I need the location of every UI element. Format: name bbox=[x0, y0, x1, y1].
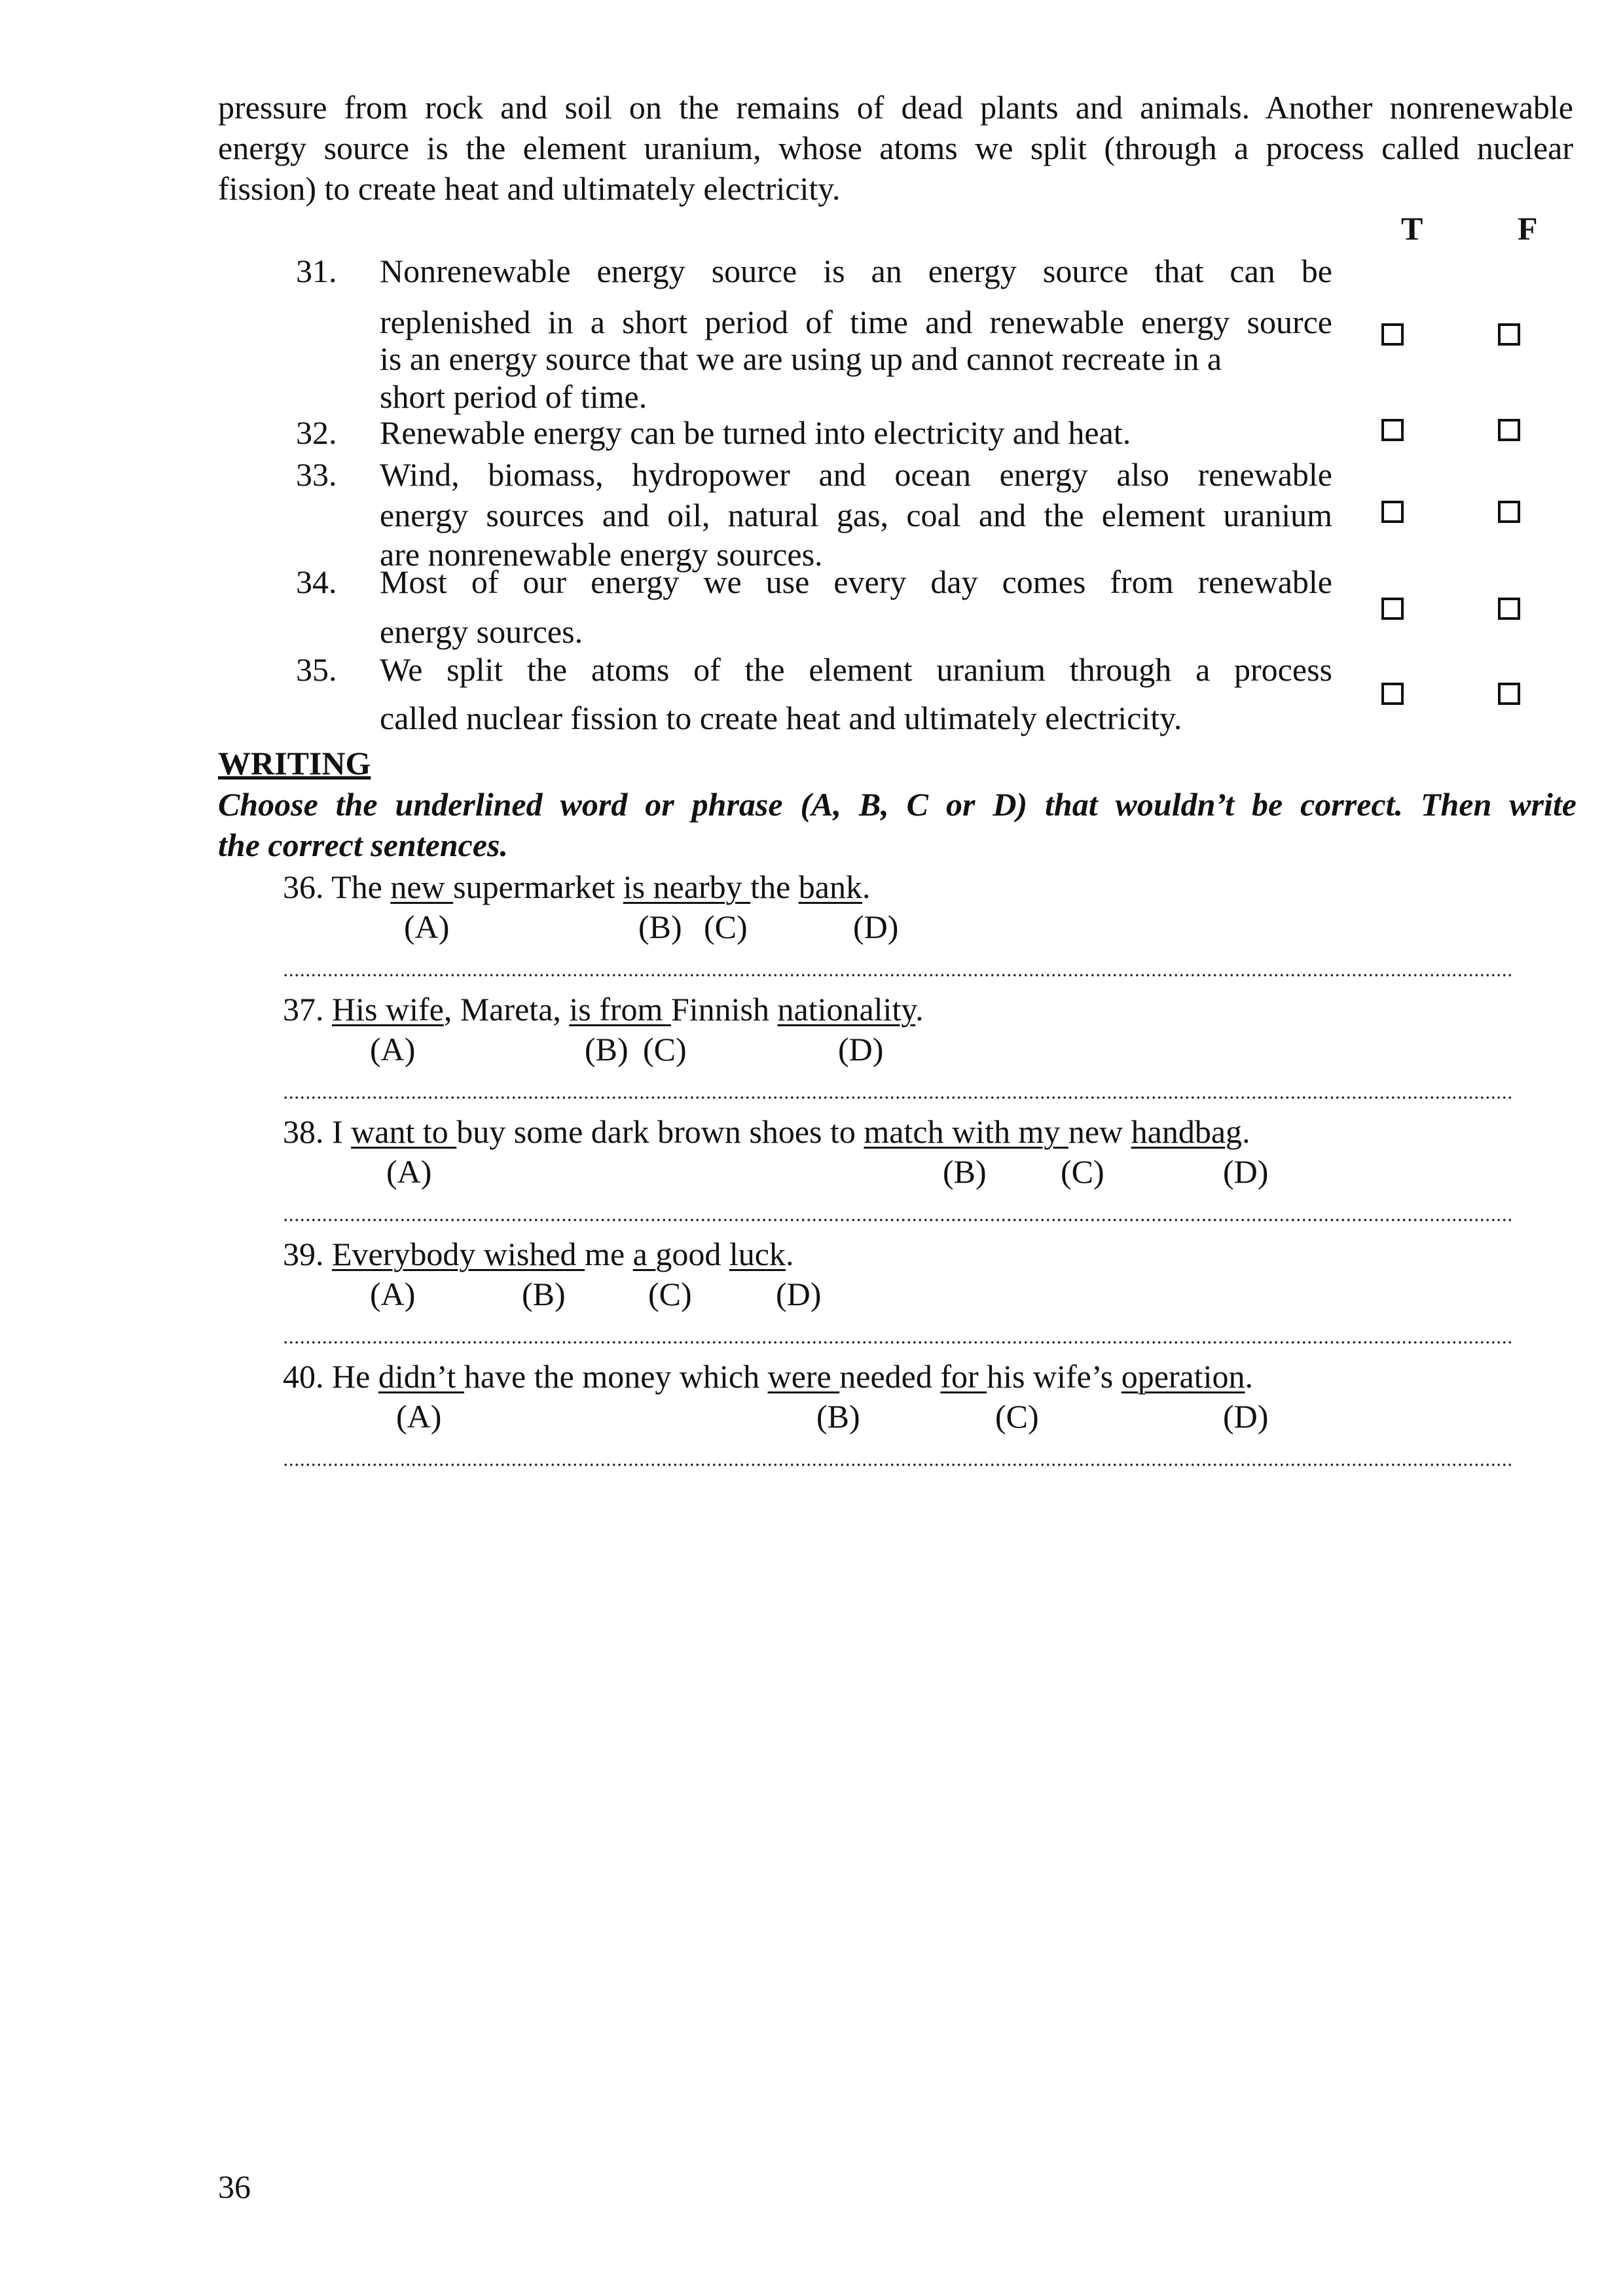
option-label-c: (C) bbox=[643, 1031, 687, 1067]
item-number: 35. bbox=[296, 651, 337, 688]
sentence-part: 37. bbox=[283, 991, 332, 1028]
writing-instruction bbox=[218, 784, 1577, 865]
underlined-option-a: Everybody wished bbox=[332, 1236, 585, 1272]
sentence-part: needed bbox=[839, 1358, 941, 1395]
option-label-a: (A) bbox=[396, 1398, 442, 1435]
option-label-b: (B) bbox=[638, 908, 682, 945]
intro-paragraph bbox=[218, 87, 1573, 209]
underlined-option-a: want to bbox=[351, 1113, 457, 1150]
item-line: short period of time. bbox=[380, 378, 647, 415]
sentence-part: Finnish bbox=[670, 991, 778, 1028]
intro-line: fission) to create heat and ultimately electricity. bbox=[218, 170, 841, 207]
sentence-part: buy some dark brown shoes to bbox=[456, 1113, 864, 1150]
false-checkbox[interactable] bbox=[1498, 419, 1520, 441]
option-label-a: (A) bbox=[370, 1276, 416, 1312]
answer-line[interactable] bbox=[283, 972, 1514, 978]
question-40-sentence bbox=[283, 1356, 1253, 1397]
question-37-sentence bbox=[283, 989, 924, 1030]
option-label-d: (D) bbox=[1223, 1153, 1269, 1190]
item-line: Renewable energy can be turned into electricity and heat. bbox=[380, 414, 1131, 451]
item-line: energy sources. bbox=[380, 613, 583, 650]
option-label-d: (D) bbox=[853, 908, 899, 945]
false-checkbox[interactable] bbox=[1498, 683, 1520, 705]
intro-line: energy source is the element uranium, whose atoms we split (through a process called nuclear bbox=[218, 130, 1573, 166]
true-column-header: T bbox=[1401, 210, 1423, 247]
sentence-part: the bbox=[750, 869, 799, 905]
true-checkbox[interactable] bbox=[1381, 419, 1404, 441]
item-line: We split the atoms of the element uranium through a process bbox=[380, 651, 1332, 688]
answer-line[interactable] bbox=[283, 1462, 1514, 1468]
option-label-b: (B) bbox=[585, 1031, 629, 1067]
underlined-option-b: were bbox=[767, 1358, 840, 1395]
option-label-c: (C) bbox=[704, 908, 748, 945]
item-line: Wind, biomass, hydropower and ocean energy also renewable bbox=[380, 456, 1332, 493]
true-checkbox[interactable] bbox=[1381, 501, 1404, 523]
sentence-part: . bbox=[1245, 1358, 1254, 1395]
sentence-part: 40. He bbox=[283, 1358, 378, 1395]
item-number: 32. bbox=[296, 414, 337, 451]
option-label-a: (A) bbox=[386, 1153, 432, 1190]
sentence-part: good bbox=[655, 1236, 729, 1272]
instruction-line: the correct sentences. bbox=[218, 827, 508, 863]
option-label-b: (B) bbox=[522, 1276, 566, 1312]
false-column-header: F bbox=[1518, 210, 1538, 247]
underlined-option-d: operation bbox=[1121, 1358, 1245, 1395]
answer-line[interactable] bbox=[283, 1339, 1514, 1346]
intro-line: pressure from rock and soil on the remains of dead plants and animals. Another nonrenewable bbox=[218, 89, 1573, 126]
sentence-part: new bbox=[1068, 1113, 1131, 1150]
underlined-option-d: nationality bbox=[777, 991, 916, 1028]
sentence-part: me bbox=[585, 1236, 633, 1272]
question-39-sentence bbox=[283, 1234, 793, 1274]
option-label-d: (D) bbox=[838, 1031, 884, 1067]
underlined-option-b: is nearby bbox=[623, 869, 751, 905]
instruction-line: Choose the underlined word or phrase (A, B, C or D) that wouldn’t be correct. Then write bbox=[218, 786, 1577, 823]
item-line: Nonrenewable energy source is an energy source that can be bbox=[380, 253, 1332, 289]
option-label-c: (C) bbox=[648, 1276, 692, 1312]
underlined-option-c: a bbox=[632, 1236, 656, 1272]
option-label-c: (C) bbox=[1061, 1153, 1104, 1190]
true-checkbox[interactable] bbox=[1381, 598, 1404, 620]
underlined-option-a: didn’t bbox=[378, 1358, 464, 1395]
true-checkbox[interactable] bbox=[1381, 323, 1404, 346]
underlined-option-b: match with my bbox=[864, 1113, 1068, 1150]
writing-heading: WRITING bbox=[218, 745, 371, 781]
sentence-part: have the money which bbox=[464, 1358, 768, 1395]
item-number: 33. bbox=[296, 456, 337, 493]
underlined-option-b: is from bbox=[569, 991, 671, 1028]
false-checkbox[interactable] bbox=[1498, 323, 1520, 346]
item-number: 34. bbox=[296, 564, 337, 600]
option-label-b: (B) bbox=[943, 1153, 987, 1190]
sentence-part: supermarket bbox=[453, 869, 623, 905]
item-text bbox=[380, 251, 1332, 414]
question-36-sentence bbox=[283, 867, 870, 907]
option-label-d: (D) bbox=[776, 1276, 822, 1312]
option-label-b: (B) bbox=[816, 1398, 860, 1435]
question-38-sentence bbox=[283, 1111, 1250, 1152]
sentence-part: 39. bbox=[283, 1236, 332, 1272]
sentence-part: . bbox=[785, 1236, 794, 1272]
item-number: 31. bbox=[296, 253, 337, 289]
item-text bbox=[380, 562, 1332, 649]
option-label-c: (C) bbox=[995, 1398, 1039, 1435]
item-text bbox=[380, 649, 1332, 736]
false-checkbox[interactable] bbox=[1498, 598, 1520, 620]
sentence-part: , Mareta, bbox=[443, 991, 570, 1028]
underlined-option-a: His wife bbox=[332, 991, 444, 1028]
true-checkbox[interactable] bbox=[1381, 683, 1404, 705]
page-number: 36 bbox=[218, 2168, 251, 2205]
underlined-option-c: for bbox=[940, 1358, 987, 1395]
option-label-a: (A) bbox=[370, 1031, 416, 1067]
item-line: replenished in a short period of time and renewable energy source bbox=[380, 304, 1332, 340]
sentence-part: . bbox=[862, 869, 871, 905]
answer-line[interactable] bbox=[283, 1094, 1514, 1101]
option-label-a: (A) bbox=[404, 908, 450, 945]
underlined-option-d: bank bbox=[798, 869, 862, 905]
item-text bbox=[380, 454, 1332, 572]
underlined-option-d: luck bbox=[729, 1236, 786, 1272]
item-line: are nonrenewable energy sources. bbox=[380, 536, 823, 573]
sentence-part: . bbox=[1242, 1113, 1250, 1150]
item-line: energy sources and oil, natural gas, coal and the element uranium bbox=[380, 497, 1332, 533]
item-text bbox=[380, 412, 1332, 450]
option-label-d: (D) bbox=[1223, 1398, 1269, 1435]
underlined-option-d: handbag bbox=[1131, 1113, 1243, 1150]
sentence-part: . bbox=[915, 991, 924, 1028]
item-line: called nuclear fission to create heat and ultimately electricity. bbox=[380, 700, 1182, 736]
false-checkbox[interactable] bbox=[1498, 501, 1520, 523]
sentence-part: 38. I bbox=[283, 1113, 352, 1150]
answer-line[interactable] bbox=[283, 1217, 1514, 1223]
item-line: is an energy source that we are using up and cannot recreate in a bbox=[380, 340, 1222, 377]
underlined-option-a: new bbox=[390, 869, 454, 905]
sentence-part: his wife’s bbox=[987, 1358, 1122, 1395]
sentence-part: 36. The bbox=[283, 869, 391, 905]
item-line: Most of our energy we use every day comes from renewable bbox=[380, 564, 1332, 600]
